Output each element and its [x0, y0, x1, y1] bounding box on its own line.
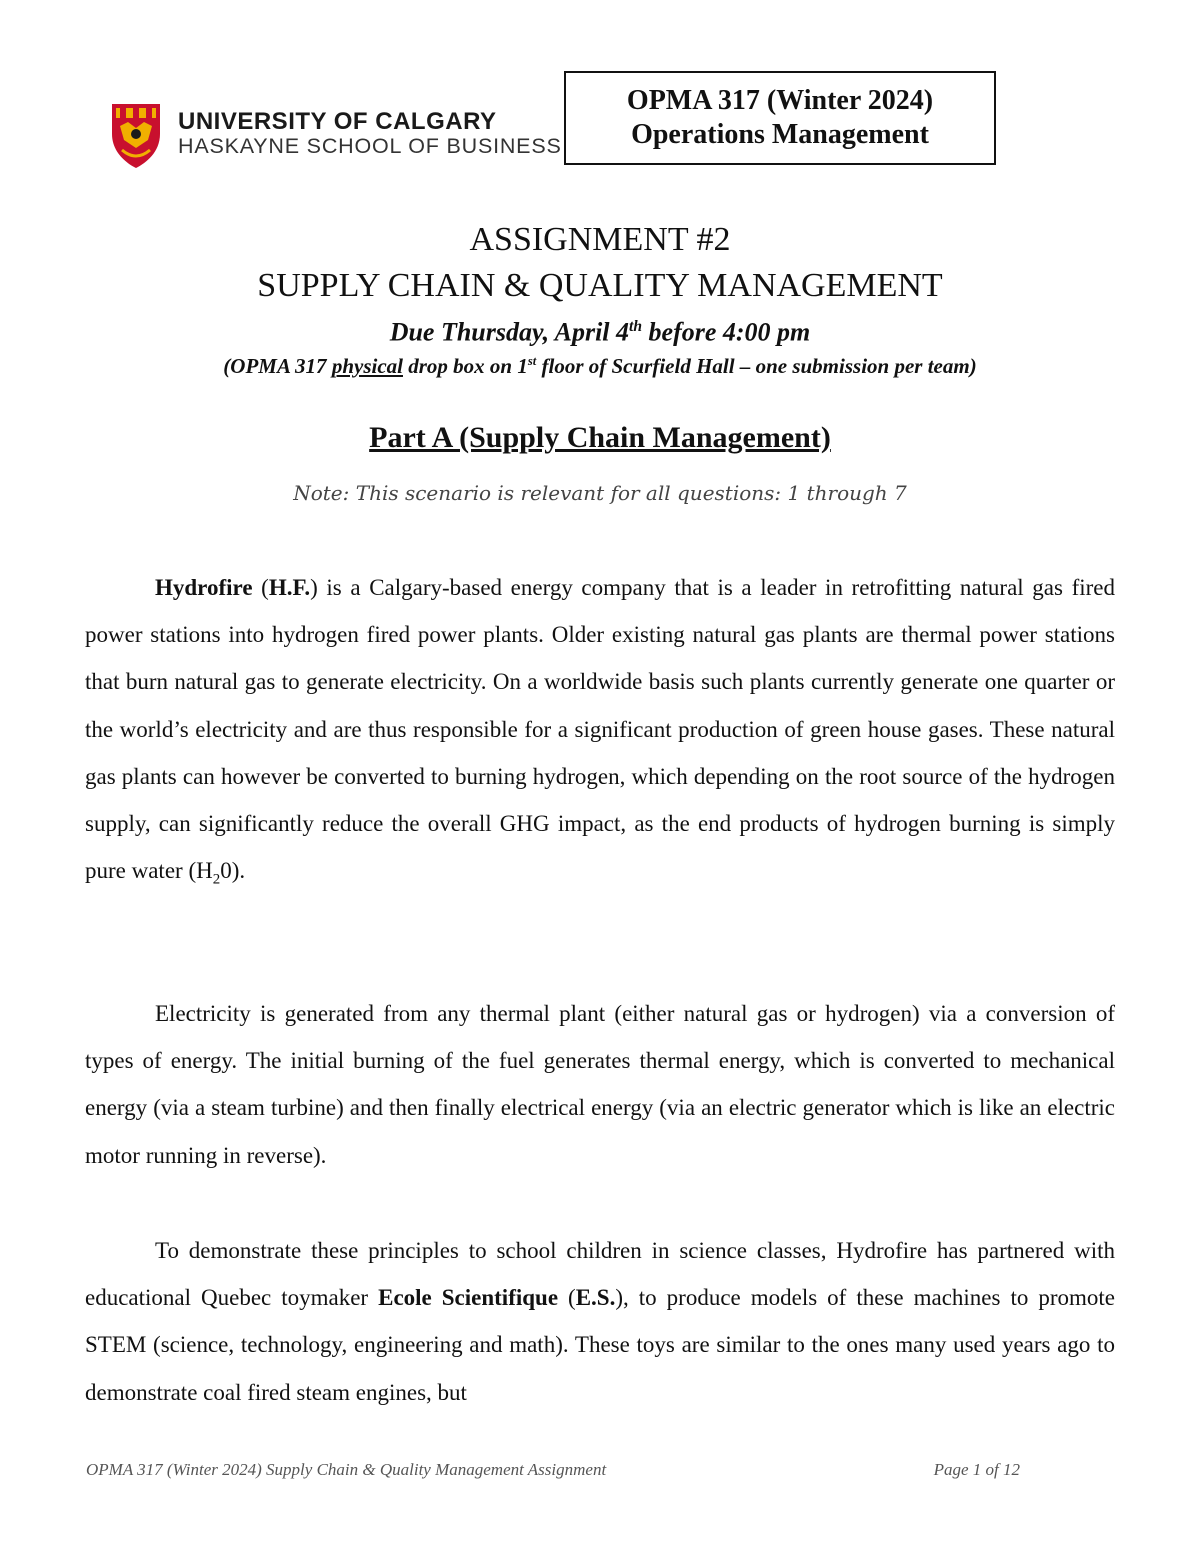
p3-text-3: ), to produce models of these machines to promote STEM (science, technology, engineering and math). These toys are similar to the ones many used years ago to demonstrate coal fired steam engines, but [85, 1285, 1115, 1405]
submission-text-b: drop box on 1 [402, 354, 528, 378]
assignment-number: ASSIGNMENT #2 [469, 221, 731, 258]
due-date [0, 310, 1200, 350]
course-title: Operations Management [631, 119, 929, 150]
due-date-ordinal: th [629, 318, 643, 335]
paragraph-electricity [85, 990, 1115, 1179]
floor-ordinal: st [527, 354, 537, 368]
school-name: HASKAYNE SCHOOL OF BUSINESS [178, 134, 562, 158]
page-footer [86, 1460, 1020, 1480]
due-date-text: Due Thursday, April 4 [389, 317, 630, 347]
part-a-heading: Part A (Supply Chain Management) [369, 421, 831, 454]
company-name-hydrofire: Hydrofire [155, 575, 253, 600]
p3-text-1: To demonstrate these principles to school children in science classes, Hydrofire has partnered with educational Quebec toymaker [85, 1238, 1115, 1311]
university-logo [108, 100, 562, 172]
p1-text-1: ( [252, 575, 269, 600]
footer-page-number: Page 1 of 12 [933, 1460, 1020, 1479]
course-info-box [564, 71, 996, 165]
scenario-note: Note: This scenario is relevant for all questions: 1 through 7 [293, 481, 907, 505]
company-abbrev-hf: H.F. [268, 575, 311, 600]
p1-text-3: 0). [220, 858, 246, 884]
course-code: OPMA 317 (Winter 2024) [626, 85, 934, 116]
physical-emphasis: physical [331, 354, 403, 378]
submission-text-c: floor of Scurfield Hall – one submission per team) [536, 354, 977, 378]
p2-text: Electricity is generated from any thermal plant (either natural gas or hydrogen) via a conversion of types of energy. The initial burning of the fuel generates thermal energy, which is converted to mechanical energy (via a steam turbine) and then finally electrical energy (via an electric generator which is like an electric motor running in reverse). [85, 1001, 1115, 1168]
submission-instructions [0, 346, 1200, 381]
due-date-time: before 4:00 pm [642, 317, 811, 347]
assignment-title: SUPPLY CHAIN & QUALITY MANAGEMENT [257, 267, 943, 304]
company-name-ecole: Ecole Scientifique [378, 1285, 559, 1311]
company-abbrev-es: E.S. [575, 1285, 616, 1311]
submission-text-a: (OPMA 317 [223, 354, 332, 378]
university-crest-icon [108, 100, 164, 170]
p3-text-2: ( [558, 1285, 576, 1311]
p1-text-2: ) is a Calgary-based energy company that is a leader in retrofitting natural gas fired power stations into hydrogen fired power plants. Older existing natural gas plants are thermal power stations that burn natural gas to generate electricity. On a worldwide basis such plants currently generate one quarter or the world’s electricity and are thus responsible for a significant production of green house gases. These natural gas plants can however be converted to burning hydrogen, which depending on the root source of the hydrogen supply, can significantly reduce the overall GHG impact, as the end products of hydrogen burning is simply pure water (H [85, 575, 1115, 884]
p1-subscript: 2 [212, 871, 221, 888]
footer-document-title: OPMA 317 (Winter 2024) Supply Chain & Quality Management Assignment [86, 1460, 607, 1479]
university-name: UNIVERSITY OF CALGARY [178, 108, 497, 135]
paragraph-demonstration [85, 1227, 1115, 1416]
paragraph-hydrofire [85, 564, 1115, 904]
